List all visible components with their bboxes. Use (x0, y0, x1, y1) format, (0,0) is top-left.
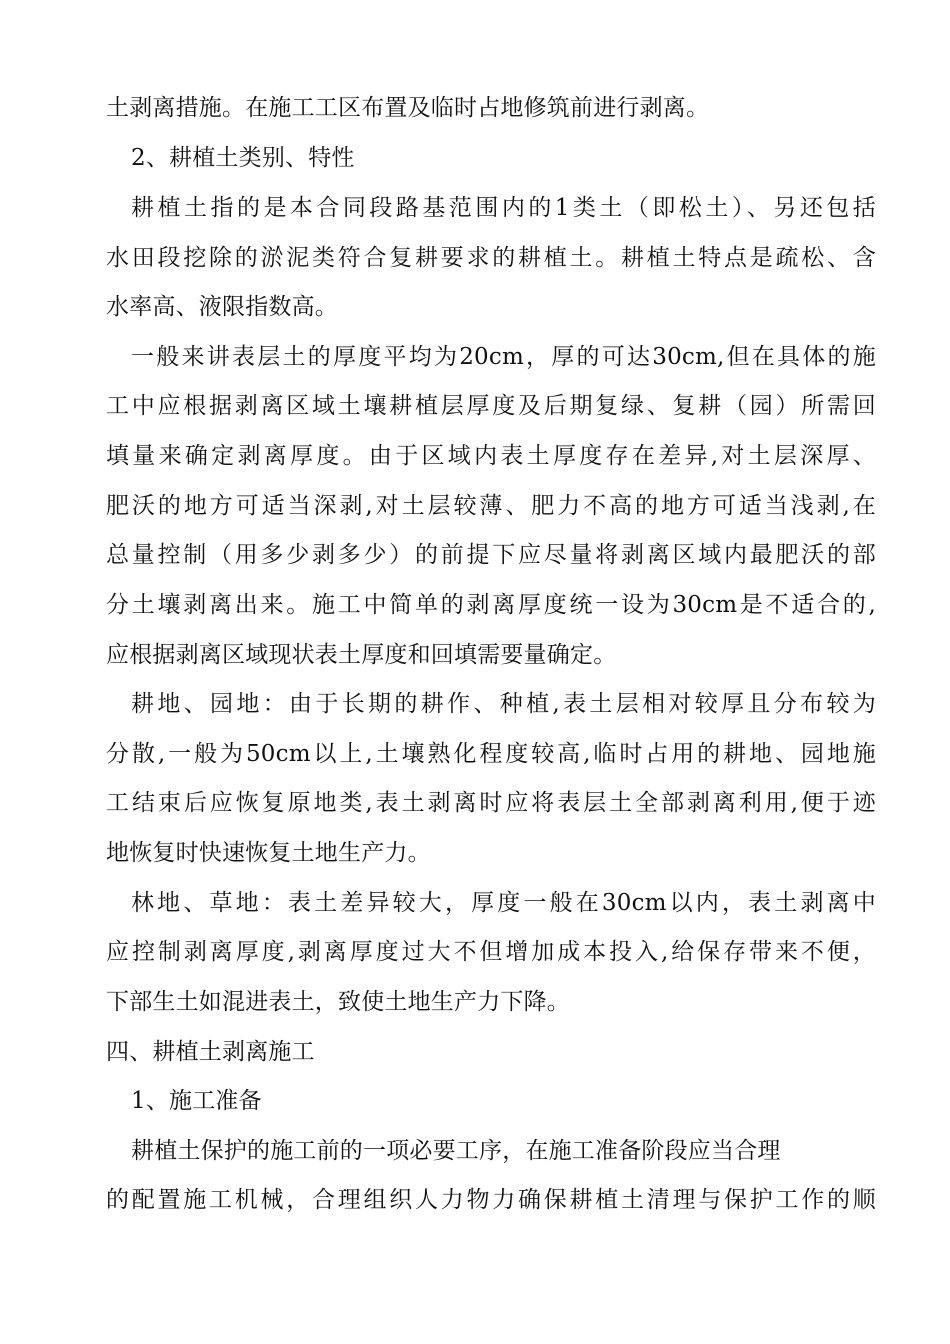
text-line: 工中应根据剥离区域土壤耕植层厚度及后期复绿、复耕（园）所需回 (106, 393, 876, 419)
text-line: 水田段挖除的淤泥类符合复耕要求的耕植土。耕植土特点是疏松、含 (106, 245, 876, 271)
subsection-heading: 1、施工准备 (131, 1088, 262, 1114)
text-line: 应控制剥离厚度,剥离厚度过大不但增加成本投入,给保存带来不便， (106, 939, 876, 965)
text-line: 耕地、园地：由于长期的耕作、种植,表土层相对较厚且分布较为 (131, 691, 876, 717)
text-line: 水率高、液限指数高。 (106, 294, 338, 320)
section-heading: 2、耕植土类别、特性 (131, 145, 355, 171)
text-line: 分土壤剥离出来。施工中简单的剥离厚度统一设为30cm是不适合的, (106, 592, 876, 618)
text-line: 林地、草地：表土差异较大，厚度一般在30cm以内，表土剥离中 (131, 890, 876, 916)
text-line: 土剥离措施。在施工工区布置及临时占地修筑前进行剥离。 (106, 95, 710, 121)
text-line: 下部生土如混进表土，致使土地生产力下降。 (106, 989, 570, 1015)
text-line: 的配置施工机械，合理组织人力物力确保耕植土清理与保护工作的顺 (106, 1187, 876, 1213)
text-line: 分散,一般为50cm以上,土壤熟化程度较高,临时占用的耕地、园地施 (106, 741, 876, 767)
text-line: 工结束后应恢复原地类,表土剥离时应将表层土全部剥离利用,便于迹 (106, 790, 876, 816)
text-line: 应根据剥离区域现状表土厚度和回填需要量确定。 (106, 642, 617, 668)
text-line: 肥沃的地方可适当深剥,对土层较薄、肥力不高的地方可适当浅剥,在 (106, 493, 876, 519)
text-line: 总量控制（用多少剥多少）的前提下应尽量将剥离区域内最肥沃的部 (106, 542, 876, 568)
text-line: 一般来讲表层土的厚度平均为20cm，厚的可达30cm,但在具体的施 (131, 344, 876, 370)
text-line: 地恢复时快速恢复土地生产力。 (106, 840, 431, 866)
section-heading: 四、耕植土剥离施工 (106, 1039, 315, 1065)
text-line: 填量来确定剥离厚度。由于区域内表土厚度存在差异,对土层深厚、 (106, 443, 876, 469)
text-line: 耕植土保护的施工前的一项必要工序，在施工准备阶段应当合理 (131, 1138, 781, 1164)
text-line: 耕植土指的是本合同段路基范围内的1类土（即松土）、另还包括 (131, 195, 876, 221)
